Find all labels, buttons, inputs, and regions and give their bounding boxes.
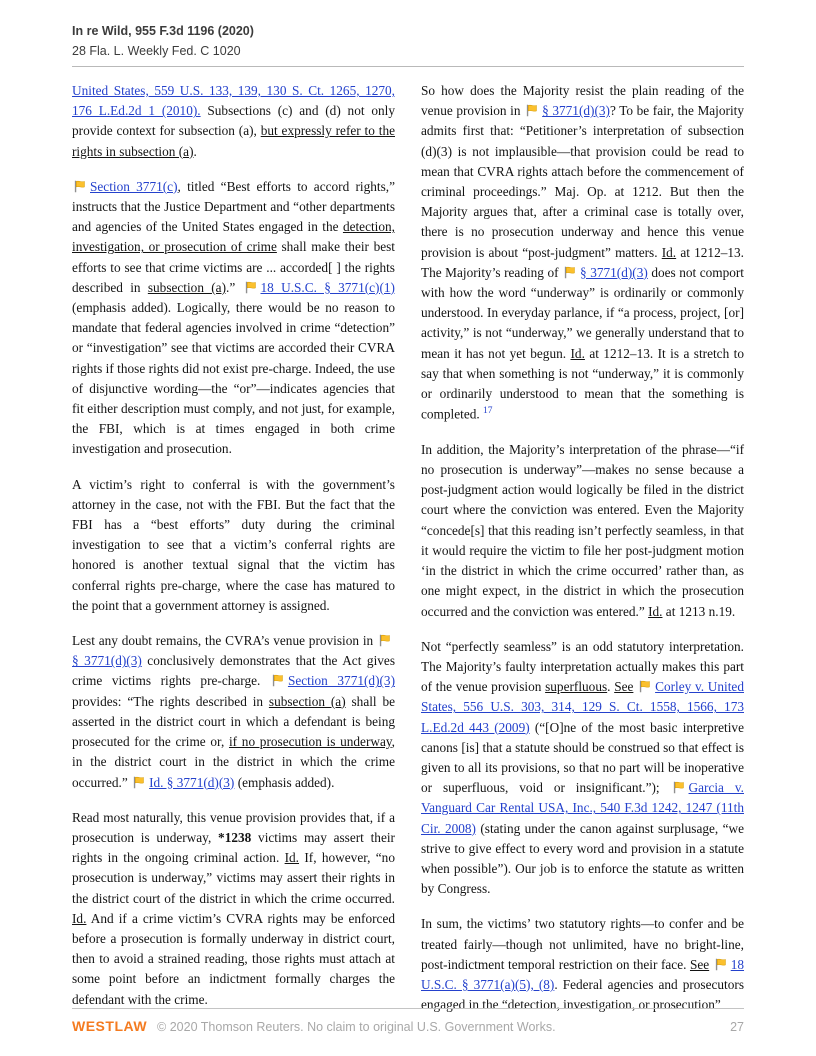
keycite-flag-icon[interactable]: [132, 776, 145, 789]
emphasized-text: detection, investigation, or prosecution of crime: [72, 219, 395, 255]
body-text: Read most naturally, this venue provision provides that, if a prosecution is underway,: [72, 809, 395, 845]
emphasized-text: subsection (a): [268, 693, 346, 709]
emphasized-text: Id.: [570, 345, 585, 361]
citation-link[interactable]: United States, 559 U.S. 133, 139, 130 S. Ct. 1265, 1270, 176 L.Ed.2d 1 (2010).: [72, 83, 395, 119]
emphasized-text: See: [689, 956, 710, 972]
body-text: at 1213 n.19.: [662, 603, 736, 619]
paragraph: [72, 81, 395, 162]
body-text: [709, 957, 713, 972]
keycite-flag-icon[interactable]: [672, 781, 685, 794]
body-text: conclusively demonstrates that the Act gives crime victims rights pre-charge.: [72, 653, 395, 689]
keycite-flag-icon[interactable]: [271, 674, 284, 687]
emphasized-text: if no prosecution is underway: [228, 734, 392, 750]
body-text: .”: [226, 279, 243, 295]
paragraph: [421, 637, 744, 900]
citation-link[interactable]: § 3771(d)(3): [542, 103, 610, 119]
emphasized-text: Id.: [72, 910, 87, 926]
body-text: , in the district court in the district in which the crime occurred.”: [72, 734, 395, 790]
case-title: In re Wild, 955 F.3d 1196 (2020): [72, 24, 254, 38]
body-text: (stating under the canon against surplusage, “we strive to give effect to every word and provision in a statute when possible”). Our job is to enforce the statute as written by Congress.: [421, 820, 744, 897]
body-text: . Federal agencies and prosecutors engaged in the “detection, investigation, or prosecution”: [421, 976, 744, 1013]
citation-link[interactable]: Garcia v. Vanguard Car Rental USA, Inc., 540 F.3d 1242, 1247 (11th Cir. 2008): [421, 780, 744, 836]
body-text: .: [607, 679, 615, 695]
paragraph: [72, 177, 395, 460]
paragraph: [421, 81, 744, 425]
emphasized-text: Id.: [648, 603, 663, 619]
reporter-citation: 28 Fla. L. Weekly Fed. C 1020: [72, 44, 241, 58]
body-text: Not “perfectly seamless” is an odd statutory interpretation. The Majority’s faulty interpretation actually makes this part of the venue provision: [421, 638, 744, 695]
body-text: does not comport with how the word “underway” is ordinarily or commonly understood. In everyday parlance, if “a process, project, [or] activity,” is not “underway,” we generally understand that to mean it has not yet begun.: [421, 264, 745, 361]
body-text: In addition, the Majority’s interpretation of the phrase—“if no prosecution is underway”—makes no sense because a post-judgment action would logically be filed in the district court where the conviction was entered. Even the Majority “concede[s] that this reading isn’t perfectly seamless, in that it would require the victim to file her post-judgment motion ‘in the district in which the crime occurred’ rather than, as one might expect, in the district in which the prosecution occurred and the conviction was entered.”: [421, 441, 744, 619]
citation-link[interactable]: Section 3771(d)(3): [287, 673, 395, 689]
citation-link[interactable]: Corley v. United States, 556 U.S. 303, 314, 129 S. Ct. 1558, 1566, 173 L.Ed.2d 443 (2009): [421, 679, 744, 735]
body-text: .: [193, 143, 197, 159]
body-text: at 1212–13. It is a stretch to say that when something is not “underway,” it is commonly or ordinarily understood to mean that the something is completed.: [421, 345, 744, 422]
citation-link[interactable]: 18 U.S.C. § 3771(c)(1): [260, 279, 395, 295]
body-text: at 1212–13. The Majority’s reading of: [421, 244, 744, 280]
body-text: Lest any doubt remains, the CVRA’s venue provision in: [72, 633, 377, 649]
paragraph: [72, 631, 395, 793]
body-text: , titled “Best efforts to accord rights,” instructs that the Justice Department and “other departments and agencies of the United States engaged in the: [72, 178, 395, 235]
emphasized-text: subsection (a): [147, 279, 227, 295]
header-divider: [72, 66, 744, 67]
paragraph: [421, 914, 744, 1015]
footnote-ref-link[interactable]: 17: [483, 406, 493, 417]
two-column-body: [72, 81, 744, 1030]
star-page-marker: *1238: [218, 829, 252, 845]
keycite-flag-icon[interactable]: [244, 281, 257, 294]
keycite-flag-icon[interactable]: [714, 958, 727, 971]
paragraph: [421, 440, 744, 622]
citation-link[interactable]: Id. § 3771(d)(3): [149, 774, 235, 790]
citation-link[interactable]: § 3771(d)(3): [72, 653, 142, 669]
keycite-flag-icon[interactable]: [378, 634, 391, 647]
body-text: victims may assert their rights in the ongoing criminal action.: [72, 829, 395, 866]
footer-divider: [72, 1008, 744, 1009]
keycite-flag-icon[interactable]: [525, 104, 538, 117]
body-text: And if a crime victim’s CVRA rights may be enforced before a prosecution is formally underway in district court, then to avoid a strained reading, those rights must attach at some point before an indictment formally charges the defendant with the crime.: [72, 910, 395, 1007]
citation-link[interactable]: Section 3771(c): [90, 178, 178, 194]
body-text: So how does the Majority resist the plain reading of the venue provision in: [421, 83, 744, 119]
body-text: (“[O]ne of the most basic interpretive canons [is] that a statute should be construed so that effect is given to all its provisions, so that no part will be inoperative or superfluous, void or insignificant.”);: [421, 719, 744, 796]
keycite-flag-icon[interactable]: [563, 266, 576, 279]
column-right: [421, 81, 744, 1030]
emphasized-text: See: [614, 679, 634, 695]
emphasized-text: Id.: [661, 244, 677, 260]
body-text: In sum, the victims’ two statutory rights—to confer and be treated fairly—though not unlimited, have no bright-line, post-indictment temporal restriction on their face.: [421, 916, 744, 972]
body-text: shall make their best efforts to see that crime victims are ... accorded[ ] the rights described in: [72, 239, 395, 295]
column-left: [72, 81, 395, 1030]
emphasized-text: Id.: [284, 850, 300, 866]
keycite-flag-icon[interactable]: [73, 180, 86, 193]
body-text: ? To be fair, the Majority admits first that: “Petitioner’s interpretation of subsection (d)(3) is not implausible—that provision could be read to mean that CVRA rights attach before the commencement of criminal proceedings.” Maj. Op. at 1212. But then the Majority argues that, after a criminal case is totally over, there is no prosecution underway and hence this venue provision is about “post-judgment” matters.: [421, 103, 744, 260]
body-text: (emphasis added).: [234, 774, 335, 790]
body-text: shall be asserted in the district court in which a defendant is being prosecuted for the crime or,: [72, 693, 396, 750]
body-text: Subsections (c) and (d) not only provide context for subsection (a),: [72, 103, 395, 139]
keycite-flag-icon[interactable]: [638, 680, 651, 693]
paragraph: [72, 808, 395, 1010]
page-footer: [72, 1008, 744, 1034]
citation-link[interactable]: 18 U.S.C. § 3771(a)(5), (8): [421, 956, 745, 992]
emphasized-text: but expressly refer to the rights in subsection (a): [72, 123, 395, 159]
body-text: provides: “The rights described in: [72, 693, 269, 709]
westlaw-logo: WESTLAW: [72, 1018, 148, 1034]
citation-link[interactable]: § 3771(d)(3): [580, 264, 648, 280]
paragraph: [72, 475, 395, 616]
emphasized-text: superfluous: [545, 679, 608, 695]
body-text: A victim’s right to conferral is with the government’s attorney in the case, not with the FBI. But the fact that the FBI has a “best efforts” duty during the criminal investigation to see that a victim’s conferral rights are honored is another textual signal that the victim has conferral rights pre-charge, where the case has matured to the point that a government attorney is assigned.: [72, 476, 395, 613]
copyright-text: © 2020 Thomson Reuters. No claim to original U.S. Government Works.: [157, 1020, 556, 1034]
body-text: (emphasis added). Logically, there would be no reason to mandate that federal agencies involved in crime “detection” or “investigation” see that victims are accorded their CVRA rights if those rights did not exist pre-charge. Indeed, the use of disjunctive wording—the “or”—indicates agencies that fit either description must comply, and not just, for example, the FBI, which is at times engaged in both crime investigation and prosecution.: [72, 300, 395, 457]
page-number: 27: [730, 1020, 744, 1034]
body-text: [633, 679, 637, 694]
body-text: If, however, “no prosecution is underway,” victims may assert their rights in the district court of the district in which the crime occurred.: [72, 850, 395, 906]
